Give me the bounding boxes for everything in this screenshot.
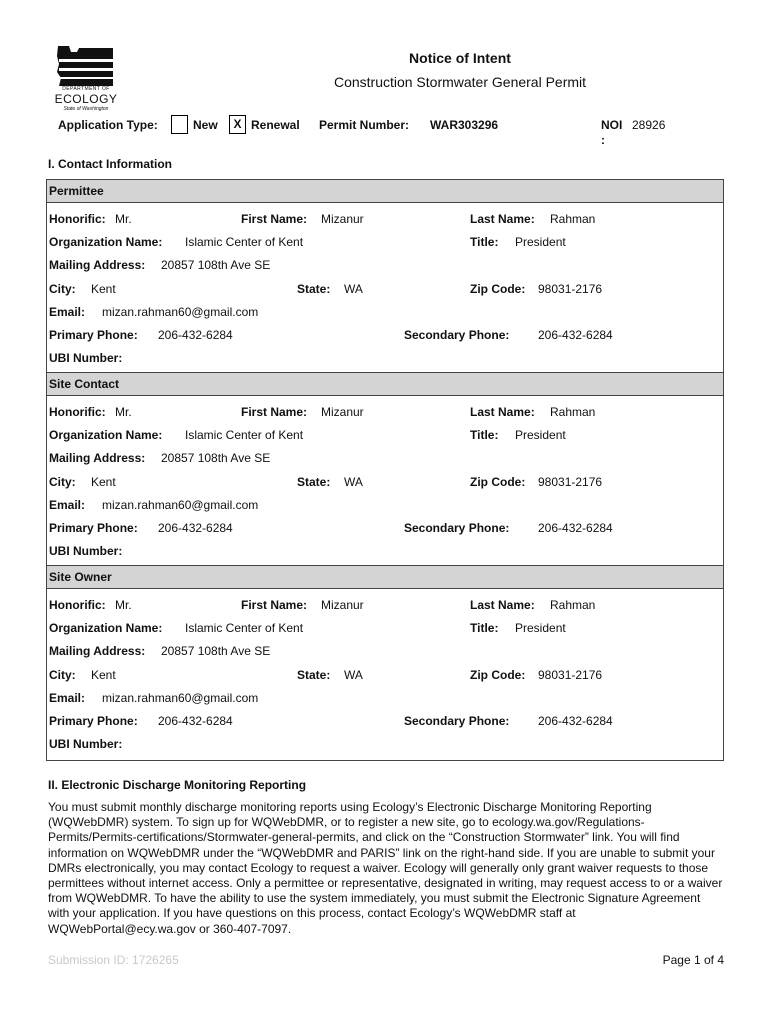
page-number: Page 1 of 4 (662, 953, 724, 967)
logo-department-text: DEPARTMENT OF (62, 86, 110, 92)
noi-colon: : (601, 133, 605, 147)
first-name-label: First Name: (241, 212, 308, 226)
first-name-value: Mizanur (321, 405, 364, 419)
ubi-label: UBI Number: (49, 544, 123, 559)
primary-phone-value: 206-432-6284 (158, 521, 233, 535)
city-value: Kent (91, 281, 116, 296)
primary-phone-value: 206-432-6284 (158, 328, 233, 342)
honorific-value: Mr. (115, 598, 132, 612)
contact-row (47, 231, 723, 254)
application-type-label: Application Type: (58, 118, 158, 132)
permit-number-value: WAR303296 (430, 118, 499, 132)
mailing-label: Mailing Address: (49, 451, 146, 466)
state-value: WA (344, 474, 363, 489)
contact-row (47, 254, 723, 277)
state-label: State: (297, 281, 331, 296)
site-owner-section-header: Site Owner (47, 565, 723, 589)
honorific-label: Honorific: (49, 405, 106, 419)
last-name-value: Rahman (550, 405, 596, 419)
contact-row (47, 640, 723, 663)
electronic-dmr-heading: II. Electronic Discharge Monitoring Reporting (48, 778, 307, 792)
contact-row (47, 278, 723, 301)
noi-label: NOI (601, 118, 623, 132)
organization-label: Organization Name: (49, 235, 163, 250)
contact-row (47, 208, 723, 231)
ubi-label: UBI Number: (49, 737, 123, 752)
last-name-value: Rahman (550, 212, 596, 226)
secondary-phone-label: Secondary Phone: (404, 714, 510, 728)
contact-row (47, 517, 723, 540)
title-value: President (515, 621, 566, 636)
organization-label: Organization Name: (49, 428, 163, 443)
primary-phone-label: Primary Phone: (49, 521, 138, 535)
contact-row (47, 301, 723, 324)
secondary-phone-value: 206-432-6284 (538, 328, 613, 342)
zip-value: 98031-2176 (538, 667, 603, 682)
state-value: WA (344, 667, 363, 682)
contact-information-heading: I. Contact Information (48, 157, 172, 171)
submission-id: Submission ID: 1726265 (48, 953, 179, 967)
email-value: mizan.rahman60@gmail.com (102, 690, 259, 705)
email-label: Email: (49, 304, 86, 319)
state-label: State: (297, 474, 331, 489)
contact-row (47, 347, 723, 370)
organization-label: Organization Name: (49, 621, 163, 636)
contact-row (47, 424, 723, 447)
email-value: mizan.rahman60@gmail.com (102, 497, 259, 512)
first-name-label: First Name: (241, 598, 308, 612)
title-value: President (515, 235, 566, 250)
primary-phone-value: 206-432-6284 (158, 714, 233, 728)
contact-row (47, 687, 723, 710)
contact-row (47, 471, 723, 494)
logo-ecology-text: ECOLOGY (54, 92, 118, 106)
contact-row (47, 494, 723, 517)
ubi-label: UBI Number: (49, 351, 123, 366)
organization-value: Islamic Center of Kent (185, 621, 304, 636)
last-name-label: Last Name: (470, 405, 535, 419)
zip-label: Zip Code: (470, 667, 526, 682)
renewal-label: Renewal (251, 118, 300, 132)
last-name-value: Rahman (550, 598, 596, 612)
zip-value: 98031-2176 (538, 281, 603, 296)
permit-number-label: Permit Number: (319, 118, 410, 132)
renewal-checkbox[interactable]: X (229, 115, 246, 134)
organization-value: Islamic Center of Kent (185, 428, 304, 443)
contact-row (47, 617, 723, 640)
page-subtitle: Construction Stormwater General Permit (333, 74, 587, 90)
city-value: Kent (91, 667, 116, 682)
zip-label: Zip Code: (470, 281, 526, 296)
city-value: Kent (91, 474, 116, 489)
contact-row (47, 664, 723, 687)
contact-information-box (46, 179, 724, 761)
city-label: City: (49, 474, 76, 489)
mailing-label: Mailing Address: (49, 258, 146, 273)
new-checkbox[interactable] (171, 115, 188, 134)
title-label: Title: (470, 235, 499, 250)
mailing-value: 20857 108th Ave SE (161, 258, 271, 273)
permittee-section-header: Permittee (47, 180, 723, 203)
primary-phone-label: Primary Phone: (49, 328, 138, 342)
last-name-label: Last Name: (470, 598, 535, 612)
page-title: Notice of Intent (409, 50, 511, 66)
mailing-value: 20857 108th Ave SE (161, 451, 271, 466)
mailing-value: 20857 108th Ave SE (161, 644, 271, 659)
organization-value: Islamic Center of Kent (185, 235, 304, 250)
email-label: Email: (49, 497, 86, 512)
noi-value: 28926 (632, 118, 666, 132)
last-name-label: Last Name: (470, 212, 535, 226)
electronic-dmr-paragraph: You must submit monthly discharge monitoring reports using Ecology’s Electronic Discharge Monitoring Reporting (WQWebDMR) system. To sign up for WQWebDMR, or to register a new site, go to ecology.wa.gov/Regulations-Permits/Permits-certifications/Stormwater-general-permits, and click on the “Construction Stormwater” link. You will find information on WQWebDMR under the “WQWebDMR and PARIS” link on the right-hand side. If you are unable to submit your DMRs electronically, you may contact Ecology to request a waiver. Ecology will generally only grant waiver requests to those permittees without internet access. Only a permittee or representative, designated in writing, may request access to or a waiver from WQWebDMR. To have the ability to use the system immediately, you must submit the Electronic Signature Agreement with your application. If you have questions on this process, contact Ecology’s WQWebDMR staff at WQWebPortal@ecy.wa.gov or 360-407-7097. (48, 800, 723, 936)
contact-row (47, 540, 723, 563)
honorific-value: Mr. (115, 212, 132, 226)
zip-value: 98031-2176 (538, 474, 603, 489)
secondary-phone-label: Secondary Phone: (404, 521, 510, 535)
secondary-phone-value: 206-432-6284 (538, 521, 613, 535)
ecology-logo (55, 44, 117, 116)
logo-state-text: State of Washington (63, 106, 109, 112)
mailing-label: Mailing Address: (49, 644, 146, 659)
contact-row (47, 324, 723, 347)
title-label: Title: (470, 428, 499, 443)
contact-row (47, 733, 723, 756)
primary-phone-label: Primary Phone: (49, 714, 138, 728)
secondary-phone-value: 206-432-6284 (538, 714, 613, 728)
honorific-label: Honorific: (49, 598, 106, 612)
city-label: City: (49, 667, 76, 682)
first-name-value: Mizanur (321, 212, 364, 226)
state-value: WA (344, 281, 363, 296)
honorific-label: Honorific: (49, 212, 106, 226)
title-value: President (515, 428, 566, 443)
email-label: Email: (49, 690, 86, 705)
contact-row (47, 447, 723, 470)
honorific-value: Mr. (115, 405, 132, 419)
email-value: mizan.rahman60@gmail.com (102, 304, 259, 319)
contact-row (47, 401, 723, 424)
title-label: Title: (470, 621, 499, 636)
city-label: City: (49, 281, 76, 296)
secondary-phone-label: Secondary Phone: (404, 328, 510, 342)
first-name-label: First Name: (241, 405, 308, 419)
new-label: New (193, 118, 218, 132)
first-name-value: Mizanur (321, 598, 364, 612)
contact-row (47, 594, 723, 617)
zip-label: Zip Code: (470, 474, 526, 489)
contact-row (47, 710, 723, 733)
state-label: State: (297, 667, 331, 682)
site-contact-section-header: Site Contact (47, 372, 723, 396)
